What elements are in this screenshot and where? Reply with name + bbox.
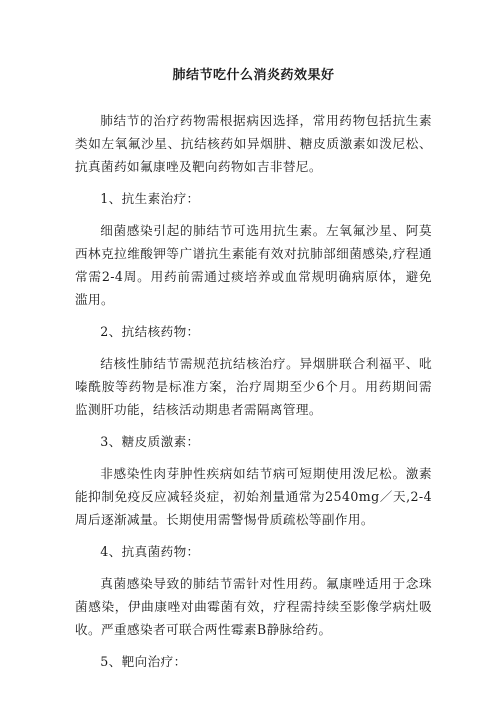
section-body-antibiotics: 细菌感染引起的肺结节可选用抗生素。左氧氟沙星、阿莫西林克拉维酸钾等广谱抗生素能有效对抗肺部细菌感染,疗程通常需2-4周。用药前需通过痰培养或血常规明确病原体，避免滥用。	[75, 223, 432, 307]
section-heading-antifungal: 4、抗真菌药物：	[100, 544, 200, 559]
section-heading-antituberculosis: 2、抗结核药物：	[100, 324, 200, 339]
section-body-antituberculosis: 结核性肺结节需规范抗结核治疗。异烟肼联合利福平、吡嗪酰胺等药物是标准方案，治疗周期至少6个月。用药期间需监测肝功能，结核活动期患者需隔离管理。	[75, 356, 432, 417]
section-heading-antibiotics: 1、抗生素治疗：	[100, 191, 200, 206]
page-title: 肺结节吃什么消炎药效果好	[172, 68, 335, 83]
section-body-antifungal: 真菌感染导致的肺结节需针对性用药。氟康唑适用于念珠菌感染，伊曲康唑对曲霉菌有效，疗程需持续至影像学病灶吸收。严重感染者可联合两性霉素B静脉给药。	[75, 576, 432, 637]
intro-paragraph: 肺结节的治疗药物需根据病因选择，常用药物包括抗生素类如左氧氟沙星、抗结核药如异烟肼、糖皮质激素如泼尼松、抗真菌药如氟康唑及靶向药物如吉非替尼。	[75, 113, 432, 174]
section-heading-targeted-therapy: 5、靶向治疗：	[100, 654, 187, 669]
section-heading-glucocorticoids: 3、糖皮质激素：	[100, 434, 200, 449]
section-body-glucocorticoids: 非感染性肉芽肿性疾病如结节病可短期使用泼尼松。激素能抑制免疫反应减轻炎症，初始剂量通常为2540mg／天,2-4周后逐渐减量。长期使用需警惕骨质疏松等副作用。	[75, 466, 432, 527]
